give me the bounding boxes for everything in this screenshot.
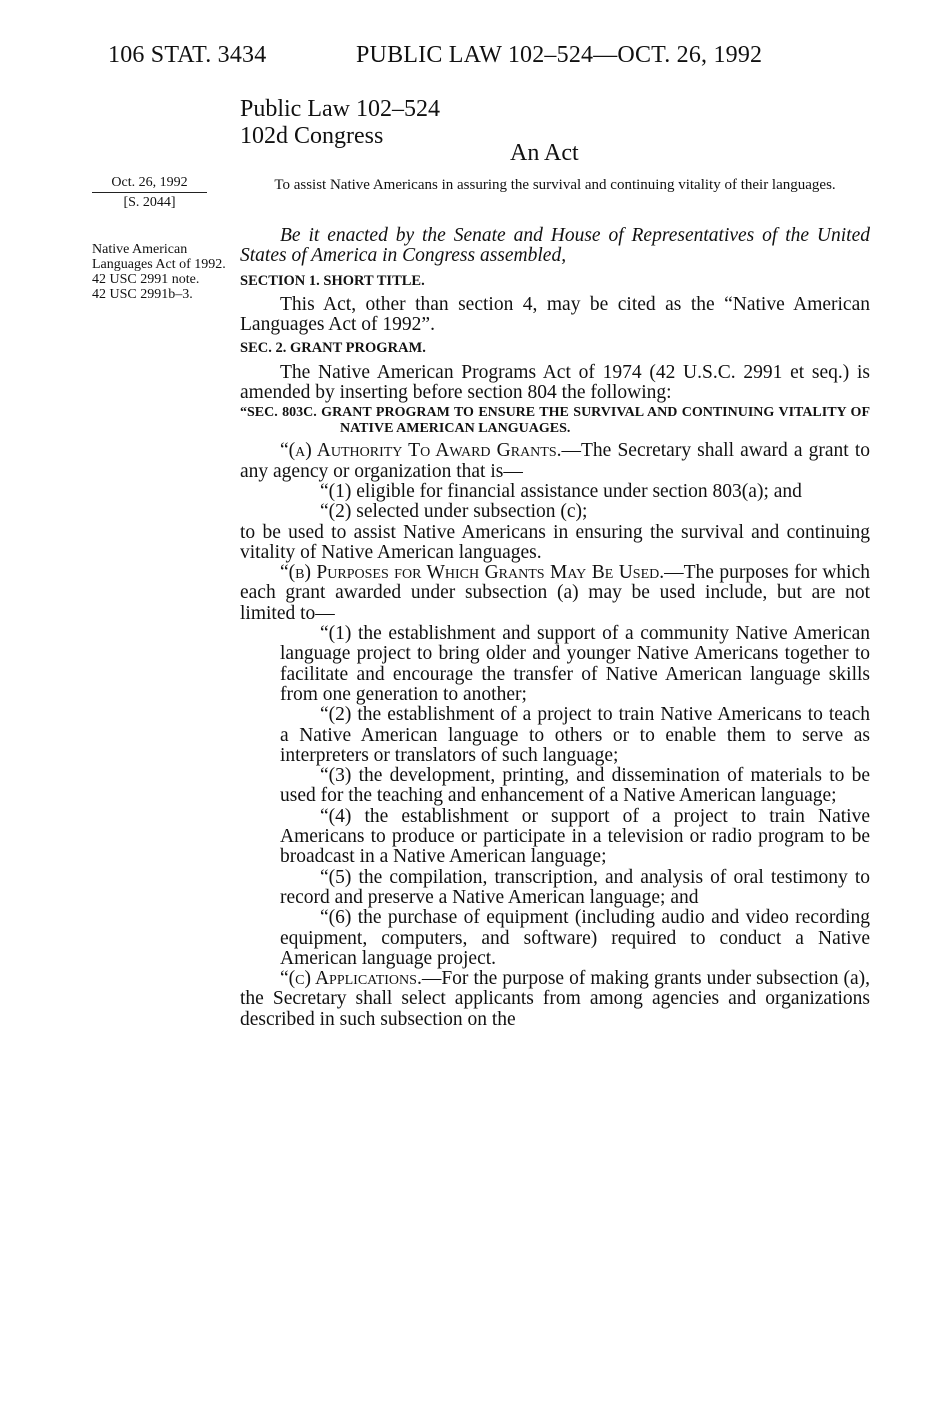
subsection-a-tail: to be used to assist Native Americans in ensuring the survival and continuing vitality of Native American languages. bbox=[240, 521, 870, 563]
subsection-b-3: “(3) the development, printing, and dissemination of materials to be used for the teaching and enhancement of a Native American language; bbox=[280, 765, 870, 807]
subsection-b bbox=[240, 563, 870, 624]
section-1-heading: SECTION 1. SHORT TITLE. bbox=[240, 272, 425, 289]
margin-bill: [S. 2044] bbox=[123, 195, 176, 210]
subsection-a-1: “(1) eligible for financial assistance under section 803(a); and bbox=[320, 480, 802, 502]
margin-date: Oct. 26, 1992 bbox=[92, 175, 207, 193]
subsection-b-text: —The purposes for which each grant awarded under subsection (a) may be used include, but are not limited to— bbox=[240, 562, 870, 624]
margin-notes bbox=[92, 175, 232, 302]
act-heading: An Act bbox=[510, 140, 579, 166]
section-2-text: The Native American Programs Act of 1974 (42 U.S.C. 2991 et seq.) is amended by inserting before section 804 the following: bbox=[240, 361, 870, 404]
subsection-b-4: “(4) the establishment or support of a project to train Native Americans to produce or participate in a television or radio program to be broadcast in a Native American language; bbox=[280, 805, 870, 868]
margin-short-title: Native American Languages Act of 1992. bbox=[92, 242, 226, 272]
subsection-b-5: “(5) the compilation, transcription, and analysis of oral testimony to record and preserve a Native American language; and bbox=[280, 866, 870, 908]
subsection-c-text: —For the purpose of making grants under subsection (a), the Secretary shall select applicants from among agencies and organizations described in such subsection on the bbox=[240, 968, 871, 1030]
date-bill-block bbox=[92, 175, 207, 210]
section-1-text: This Act, other than section 4, may be cited as the “Native American Languages Act of 1992”. bbox=[240, 293, 870, 336]
statute-body bbox=[240, 226, 870, 1030]
margin-code-ref-2: 42 USC 2991b–3. bbox=[92, 287, 193, 302]
subsection-c bbox=[240, 969, 870, 1030]
stat-page-number: 106 STAT. 3434 bbox=[108, 42, 267, 68]
purpose-clause: To assist Native Americans in assuring the survival and continuing vitality of their languages. bbox=[274, 177, 836, 193]
subsection-b-6: “(6) the purchase of equipment (including audio and video recording equipment, computers, and software) required to conduct a Native American language project. bbox=[280, 907, 870, 969]
law-title-block bbox=[240, 96, 440, 150]
margin-code-ref-1: 42 USC 2991 note. bbox=[92, 272, 200, 287]
law-number: Public Law 102–524 bbox=[240, 96, 440, 122]
subsection-b-2: “(2) the establishment of a project to train Native Americans to teach a Native American language to others or to enable them to serve as interpreters or translators of such language; bbox=[280, 704, 870, 766]
subsection-a-label: “(a) Authority To Award Grants. bbox=[280, 440, 562, 462]
subsection-a-text: —The Secretary shall award a grant to any agency or organization that is— bbox=[240, 440, 870, 482]
congress: 102d Congress bbox=[240, 123, 384, 149]
subsection-c-label: “(c) Applications. bbox=[280, 968, 422, 990]
subsection-b-label: “(b) Purposes for Which Grants May Be Used. bbox=[280, 562, 665, 584]
subsection-a-2: “(2) selected under subsection (c); bbox=[320, 501, 588, 523]
section-2-heading: SEC. 2. GRANT PROGRAM. bbox=[240, 340, 426, 357]
section-803c-heading: “SEC. 803C. GRANT PROGRAM TO ENSURE THE SURVIVAL AND CONTINUING VITALITY OF NATIVE AMERICAN LANGUAGES. bbox=[240, 405, 870, 437]
running-title: PUBLIC LAW 102–524—OCT. 26, 1992 bbox=[356, 42, 763, 68]
enacting-clause: Be it enacted by the Senate and House of Representatives of the United States of America in Congress assembled, bbox=[240, 225, 870, 267]
subsection-b-1: “(1) the establishment and support of a community Native American language project to bring older and younger Native Americans together to facilitate and encourage the transfer of Native American language skills from one generation to another; bbox=[280, 623, 870, 705]
subsection-a bbox=[240, 441, 870, 482]
